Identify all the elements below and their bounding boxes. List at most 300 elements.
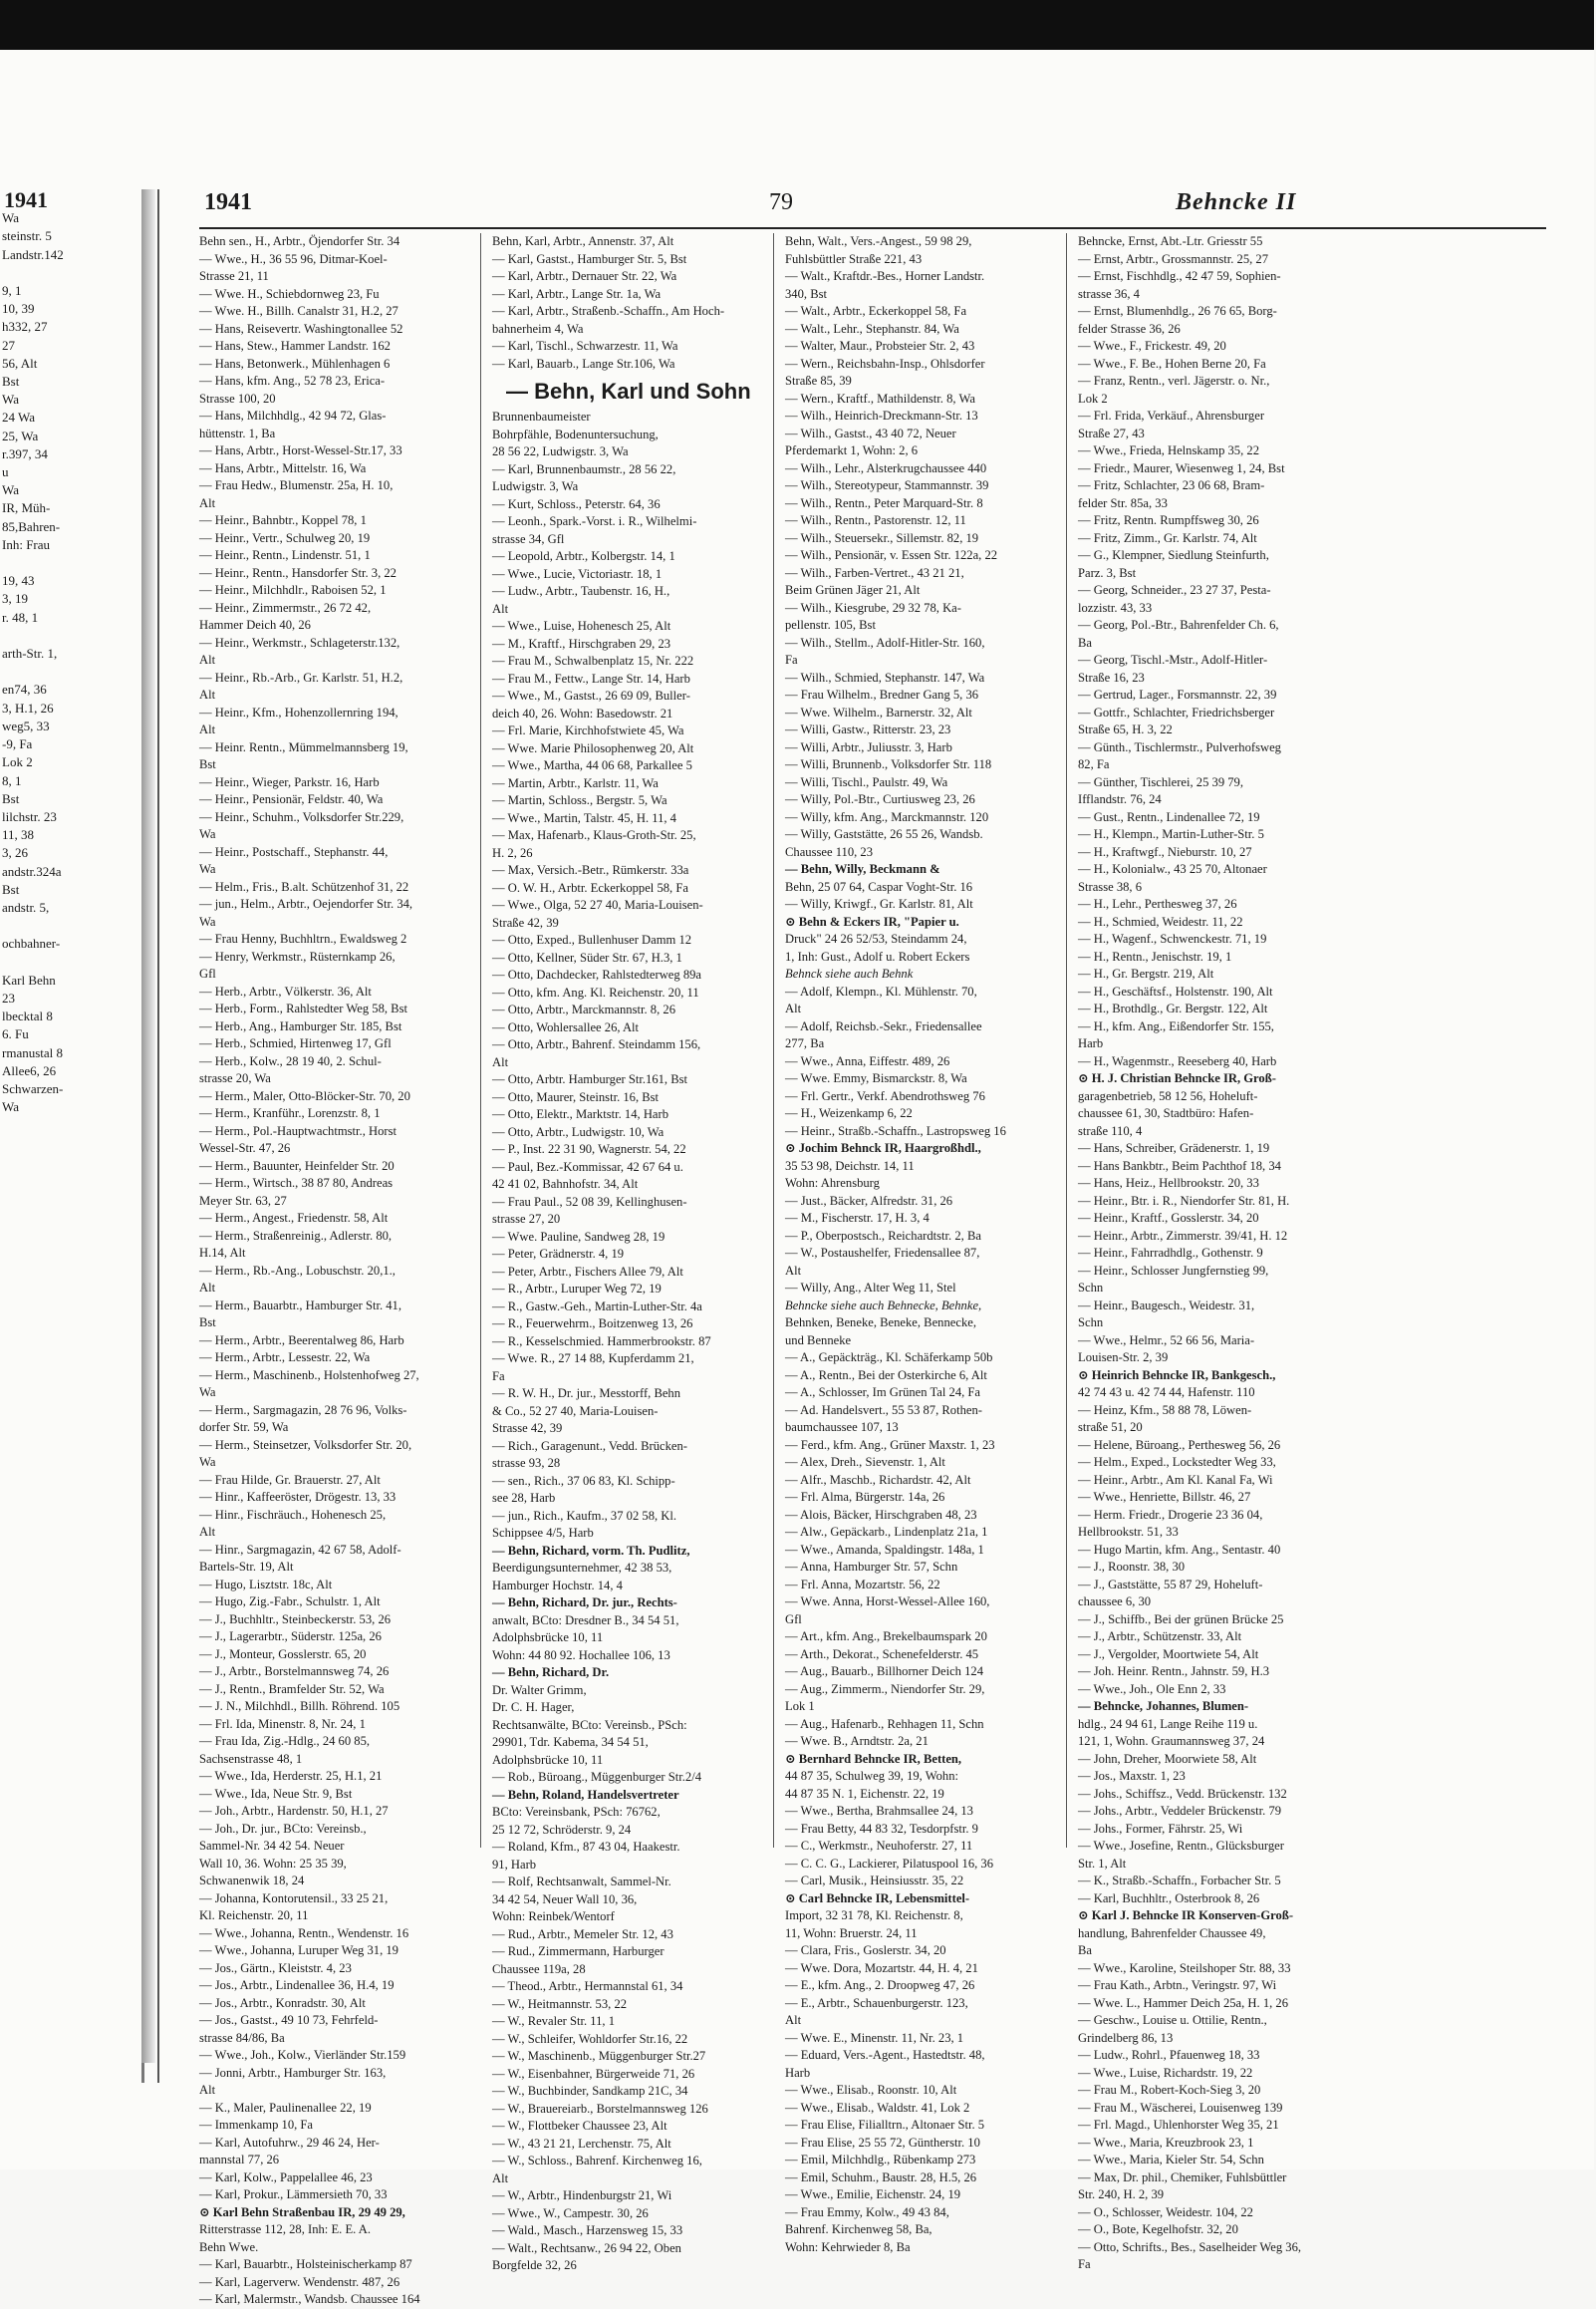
directory-entry: — Rolf, Rechtsanwalt, Sammel-Nr. bbox=[492, 1875, 671, 1888]
directory-entry: Import, 32 31 78, Kl. Reichenstr. 8, bbox=[785, 1908, 963, 1922]
directory-entry: 121, 1, Wohn. Graumannsweg 37, 24 bbox=[1078, 1734, 1265, 1748]
directory-entry: — Kurt, Schloss., Peterstr. 64, 36 bbox=[492, 496, 661, 511]
directory-entry: Kl. Reichenstr. 20, 11 bbox=[199, 1908, 309, 1922]
directory-entry: — Behn, Willy, Beckmann & bbox=[785, 862, 940, 876]
previous-page-line: ochbahner- bbox=[2, 936, 61, 952]
directory-entry: Strasse 42, 39 bbox=[492, 1421, 563, 1435]
directory-entry: — Clara, Fris., Goslerstr. 34, 20 bbox=[785, 1943, 946, 1957]
directory-entry: Schwanenwik 18, 24 bbox=[199, 1874, 305, 1887]
directory-entry: — Hinr., Sargmagazin, 42 67 58, Adolf- bbox=[199, 1542, 401, 1557]
directory-entry: — Otto, Arbtr., Ludwigstr. 10, Wa bbox=[492, 1124, 665, 1139]
directory-entry: — Wwe., Luise, Hohenesch 25, Alt bbox=[492, 619, 671, 633]
directory-entry: Harb bbox=[1078, 1036, 1104, 1050]
directory-entry: — Adolf, Reichsb.-Sekr., Friedensallee bbox=[785, 1018, 982, 1033]
previous-page-line: steinstr. 5 bbox=[2, 228, 52, 244]
directory-entry: Behn Wwe. bbox=[199, 2239, 259, 2254]
directory-entry: — Wwe., Ida, Neue Str. 9, Bst bbox=[199, 1786, 353, 1801]
directory-entry: Alt bbox=[199, 688, 216, 702]
directory-entry: — Johs., Schiffsz., Vedd. Brückenstr. 132 bbox=[1078, 1786, 1287, 1801]
directory-entry: — Geschw., Louise u. Ottilie, Rentn., bbox=[1078, 2013, 1267, 2027]
directory-entry: — Willy, Kriwgf., Gr. Karlstr. 81, Alt bbox=[785, 897, 973, 911]
directory-entry: — Hans, kfm. Ang., 52 78 23, Erica- bbox=[199, 374, 386, 388]
previous-page-line: Wa bbox=[2, 1099, 19, 1115]
directory-entry: — Otto, Arbtr., Bahrenf. Steindamm 156, bbox=[492, 1037, 701, 1051]
directory-entry: Gfl bbox=[199, 967, 216, 981]
directory-entry: — Walt., Kraftdr.-Bes., Horner Landstr. bbox=[785, 269, 985, 283]
directory-entry: BCto: Vereinsbank, PSch: 76762, bbox=[492, 1805, 661, 1819]
directory-entry: — W., Buchbinder, Sandkamp 21C, 34 bbox=[492, 2084, 688, 2098]
directory-entry: Schippsee 4/5, Harb bbox=[492, 1526, 594, 1540]
previous-page-line: 10, 39 bbox=[2, 301, 35, 317]
directory-entry: mannstal 77, 26 bbox=[199, 2153, 280, 2166]
directory-entry: — Herb., Kolw., 28 19 40, 2. Schul- bbox=[199, 1053, 382, 1068]
directory-entry: — Frl. Ida, Minenstr. 8, Nr. 24, 1 bbox=[199, 1716, 366, 1731]
directory-entry: — Heinr., Rb.-Arb., Gr. Karlstr. 51, H.2, bbox=[199, 670, 403, 685]
directory-entry: — Otto, Arbtr., Marckmannstr. 8, 26 bbox=[492, 1003, 675, 1016]
directory-entry: felder Str. 85a, 33 bbox=[1078, 495, 1168, 510]
previous-page-line: en74, 36 bbox=[2, 682, 47, 698]
page-number: 79 bbox=[769, 189, 793, 215]
directory-entry: Wa bbox=[199, 862, 216, 876]
directory-entry: — W., Arbtr., Hindenburgstr 21, Wi bbox=[492, 2188, 672, 2202]
directory-entry: lozzistr. 43, 33 bbox=[1078, 600, 1153, 615]
directory-entry: — Frau M., Robert-Koch-Sieg 3, 20 bbox=[1078, 2083, 1261, 2097]
directory-entry: — Wwe. E., Minenstr. 11, Nr. 23, 1 bbox=[785, 2030, 964, 2045]
previous-page-line: 3, 19 bbox=[2, 591, 28, 607]
directory-entry: — H., Brothdlg., Gr. Bergstr. 122, Alt bbox=[1078, 1002, 1268, 1015]
directory-entry: — Wwe., Luise, Richardstr. 19, 22 bbox=[1078, 2065, 1253, 2080]
directory-entry: — Max, Versich.-Betr., Rümkerstr. 33a bbox=[492, 863, 689, 877]
directory-entry: — Art., kfm. Ang., Brekelbaumspark 20 bbox=[785, 1629, 987, 1643]
directory-entry: — H., Schmied, Weidestr. 11, 22 bbox=[1078, 914, 1243, 929]
previous-page-line: arth-Str. 1, bbox=[2, 646, 58, 662]
directory-entry: — Wwe. L., Hammer Deich 25a, H. 1, 26 bbox=[1078, 1995, 1289, 2010]
directory-entry: — Karl, Autofuhrw., 29 46 24, Her- bbox=[199, 2135, 380, 2150]
directory-entry: — Herm., Kranführ., Lorenzstr. 8, 1 bbox=[199, 1106, 381, 1120]
previous-page-line: rmanustal 8 bbox=[2, 1044, 64, 1060]
directory-entry: straße 110, 4 bbox=[1078, 1123, 1143, 1138]
directory-entry: — Hugo, Lisztstr. 18c, Alt bbox=[199, 1577, 333, 1591]
directory-entry: — Heinr., Kfm., Hohenzollernring 194, bbox=[199, 705, 399, 720]
directory-entry: — Wilh., Heinrich-Dreckmann-Str. 13 bbox=[785, 409, 978, 423]
directory-entry: — Walt., Arbtr., Eckerkoppel 58, Fa bbox=[785, 304, 967, 318]
directory-entry: 35 53 98, Deichstr. 14, 11 bbox=[785, 1158, 915, 1173]
directory-entry: — Otto, Exped., Bullenhuser Damm 12 bbox=[492, 933, 692, 947]
directory-entry: — P., Inst. 22 31 90, Wagnerstr. 54, 22 bbox=[492, 1142, 686, 1156]
directory-entry: — Wwe., Olga, 52 27 40, Maria-Louisen- bbox=[492, 898, 703, 912]
directory-entry: — Heinr., Btr. i. R., Niendorfer Str. 81, H. bbox=[1078, 1193, 1290, 1208]
directory-entry: ⊙ Bernhard Behncke IR, Betten, bbox=[785, 1751, 962, 1766]
directory-entry: — Heinz, Kfm., 58 88 78, Löwen- bbox=[1078, 1402, 1252, 1417]
directory-entry: — Heinr., Baugesch., Weidestr. 31, bbox=[1078, 1298, 1255, 1312]
directory-entry: — C., Werkmstr., Neuhoferstr. 27, 11 bbox=[785, 1839, 973, 1853]
directory-entry: — Karl, Arbtr., Straßenb.-Schaffn., Am Hoch- bbox=[492, 304, 725, 318]
directory-entry: — Emil, Milchhdlg., Rübenkamp 273 bbox=[785, 2153, 976, 2166]
directory-entry: 28 56 22, Ludwigstr. 3, Wa bbox=[492, 444, 629, 458]
directory-entry: — Wwe., Johanna, Rentn., Wendenstr. 16 bbox=[199, 1925, 409, 1940]
previous-page-line: Wa bbox=[2, 210, 19, 226]
directory-entry: Bst bbox=[199, 757, 216, 771]
directory-entry: — Immenkamp 10, Fa bbox=[199, 2118, 314, 2132]
directory-entry: — Leonh., Spark.-Vorst. i. R., Wilhelmi- bbox=[492, 514, 697, 528]
directory-entry: — Wwe. Wilhelm., Barnerstr. 32, Alt bbox=[785, 705, 972, 720]
directory-entry: — Wwe. B., Arndtstr. 2a, 21 bbox=[785, 1734, 929, 1748]
directory-entry: Fa bbox=[785, 653, 798, 667]
previous-page-line bbox=[0, 264, 141, 282]
directory-entry: — Willy, Pol.-Btr., Curtiusweg 23, 26 bbox=[785, 792, 975, 806]
directory-entry: Beim Grünen Jäger 21, Alt bbox=[785, 583, 921, 597]
directory-entry: — Herm., Arbtr., Beerentalweg 86, Harb bbox=[199, 1332, 404, 1347]
cross-reference: Behnck siehe auch Behnk bbox=[785, 967, 914, 981]
directory-entry: — Wilh., Pensionär, v. Essen Str. 122a, 22 bbox=[785, 548, 998, 562]
directory-entry: — Martin, Arbtr., Karlstr. 11, Wa bbox=[492, 775, 659, 790]
directory-entry: Wa bbox=[199, 1455, 216, 1469]
directory-entry: — E., Arbtr., Schauenburgerstr. 123, bbox=[785, 1995, 968, 2010]
directory-entry: — Joh., Arbtr., Hardenstr. 50, H.1, 27 bbox=[199, 1804, 389, 1818]
directory-entry: felder Strasse 36, 26 bbox=[1078, 321, 1181, 336]
directory-entry: — Herm., Maler, Otto-Blöcker-Str. 70, 20 bbox=[199, 1088, 410, 1103]
directory-entry: — Herb., Ang., Hamburger Str. 185, Bst bbox=[199, 1018, 402, 1033]
directory-entry: — W., 43 21 21, Lerchenstr. 75, Alt bbox=[492, 2136, 671, 2151]
directory-entry: Adolphsbrücke 10, 11 bbox=[492, 1752, 604, 1767]
directory-entry: — Willy, Ang., Alter Weg 11, Stel bbox=[785, 1281, 956, 1295]
directory-entry: 11, Wohn: Bruerstr. 24, 11 bbox=[785, 1925, 918, 1940]
directory-entry: — P., Oberpostsch., Reichardtstr. 2, Ba bbox=[785, 1228, 981, 1243]
directory-entry: 277, Ba bbox=[785, 1036, 825, 1050]
directory-entry: — Heinr., Pensionär, Feldstr. 40, Wa bbox=[199, 792, 384, 806]
directory-entry: — J. N., Milchhdl., Billh. Röhrend. 105 bbox=[199, 1699, 400, 1713]
directory-entry: Lok 2 bbox=[1078, 391, 1108, 406]
directory-entry: Harb bbox=[785, 2065, 811, 2080]
directory-entry: — O., Schlosser, Weidestr. 104, 22 bbox=[1078, 2204, 1253, 2219]
directory-entry: Schn bbox=[1078, 1281, 1104, 1295]
directory-entry: — Leopold, Arbtr., Kolbergstr. 14, 1 bbox=[492, 549, 675, 563]
directory-entry: — Herb., Schmied, Hirtenweg 17, Gfl bbox=[199, 1036, 392, 1050]
directory-entry: Alt bbox=[199, 1525, 216, 1539]
directory-entry: — Emil, Schuhm., Baustr. 28, H.5, 26 bbox=[785, 2169, 977, 2184]
directory-entry: — Frl. Gertr., Verkf. Abendrothsweg 76 bbox=[785, 1088, 985, 1103]
directory-entry: — Frl. Magd., Uhlenhorster Weg 35, 21 bbox=[1078, 2118, 1279, 2132]
directory-entry: — Willi, Brunnenb., Volksdorfer Str. 118 bbox=[785, 757, 992, 771]
directory-entry: — Wwe., Martha, 44 06 68, Parkallee 5 bbox=[492, 758, 692, 772]
directory-entry: — Rud., Arbtr., Memeler Str. 12, 43 bbox=[492, 1926, 673, 1941]
directory-entry: Strasse 100, 20 bbox=[199, 391, 276, 406]
directory-entry: Ifflandstr. 76, 24 bbox=[1078, 792, 1162, 806]
directory-entry: 82, Fa bbox=[1078, 757, 1110, 771]
directory-entry: Druck" 24 26 52/53, Steindamm 24, bbox=[785, 932, 967, 946]
directory-entry: Lok 1 bbox=[785, 1699, 815, 1713]
directory-entry: — Helm., Exped., Lockstedter Weg 33, bbox=[1078, 1455, 1276, 1469]
previous-page-text bbox=[0, 209, 141, 1116]
directory-entry: — Willi, Tischl., Paulstr. 49, Wa bbox=[785, 774, 948, 789]
directory-entry: strasse 93, 28 bbox=[492, 1456, 561, 1470]
directory-entry: — Jonni, Arbtr., Hamburger Str. 163, bbox=[199, 2065, 387, 2080]
directory-entry: ⊙ Jochim Behnck IR, Haargroßhdl., bbox=[785, 1141, 981, 1155]
directory-entry: — Walter, Maur., Probsteier Str. 2, 43 bbox=[785, 339, 975, 353]
directory-entry: Dr. C. H. Hager, bbox=[492, 1700, 575, 1714]
previous-page-line: 24 Wa bbox=[2, 410, 36, 426]
directory-entry: — Karl, Lagerverw. Wendenstr. 487, 26 bbox=[199, 2274, 400, 2289]
directory-entry: Hamburger Hochstr. 14, 4 bbox=[492, 1578, 623, 1592]
directory-entry: — Frau Paul., 52 08 39, Kellinghusen- bbox=[492, 1194, 687, 1209]
directory-entry: — H., Gr. Bergstr. 219, Alt bbox=[1078, 967, 1214, 981]
directory-entry: — Herm., Pol.-Hauptwachtmstr., Horst bbox=[199, 1123, 397, 1138]
directory-entry: — Otto, Elektr., Marktstr. 14, Harb bbox=[492, 1107, 668, 1121]
directory-entry: strasse 34, Gfl bbox=[492, 531, 565, 546]
directory-entry: Gfl bbox=[785, 1611, 802, 1626]
directory-entry: und Benneke bbox=[785, 1332, 852, 1347]
directory-entry: — Alex, Dreh., Sievenstr. 1, Alt bbox=[785, 1455, 945, 1469]
directory-entry: 42 74 43 u. 42 74 44, Hafenstr. 110 bbox=[1078, 1385, 1255, 1399]
previous-page-line: Schwarzen- bbox=[2, 1080, 64, 1096]
directory-entry: 91, Harb bbox=[492, 1857, 537, 1872]
directory-entry: — Ludw., Arbtr., Taubenstr. 16, H., bbox=[492, 584, 670, 598]
directory-entry: — Carl, Musik., Heinsiusstr. 35, 22 bbox=[785, 1874, 964, 1887]
directory-entry: — Max, Hafenarb., Klaus-Groth-Str. 25, bbox=[492, 828, 696, 842]
directory-entry: — Peter, Arbtr., Fischers Allee 79, Alt bbox=[492, 1264, 683, 1279]
directory-entry: — John, Dreher, Moorwiete 58, Alt bbox=[1078, 1751, 1257, 1766]
previous-page-line: Wa bbox=[2, 482, 19, 498]
directory-entry: — R. W. H., Dr. jur., Messtorff, Behn bbox=[492, 1386, 681, 1400]
previous-page-line bbox=[0, 663, 141, 681]
directory-entry: — Wwe., Karoline, Steilshoper Str. 88, 33 bbox=[1078, 1960, 1291, 1975]
directory-entry: — Willi, Arbtr., Juliusstr. 3, Harb bbox=[785, 739, 952, 754]
directory-entry: Wa bbox=[199, 914, 216, 929]
directory-entry: — J., Arbtr., Borstelmannsweg 74, 26 bbox=[199, 1664, 390, 1678]
directory-entry: ⊙ Carl Behncke IR, Lebensmittel- bbox=[785, 1890, 970, 1905]
directory-entry: — Behncke, Johannes, Blumen- bbox=[1078, 1699, 1249, 1713]
directory-entry: ⊙ Behn & Eckers IR, "Papier u. bbox=[785, 914, 959, 929]
directory-entry: Alt bbox=[492, 2170, 509, 2185]
directory-entry: — Willy, Gaststätte, 26 55 26, Wandsb. bbox=[785, 827, 983, 841]
directory-entry: — Gertrud, Lager., Forsmannstr. 22, 39 bbox=[1078, 688, 1277, 702]
directory-entry: — Frau Kath., Arbtn., Veringstr. 97, Wi bbox=[1078, 1978, 1277, 1992]
directory-page bbox=[157, 189, 1596, 2306]
directory-entry: — Hans Bankbtr., Beim Pachthof 18, 34 bbox=[1078, 1158, 1281, 1173]
directory-entry: — Jos., Gastst., 49 10 73, Fehrfeld- bbox=[199, 2013, 379, 2027]
directory-entry: — Behn, Richard, Dr. jur., Rechts- bbox=[492, 1595, 677, 1609]
directory-entry: — Hans, Betonwerk., Mühlenhagen 6 bbox=[199, 356, 391, 371]
directory-entry: — J., Buchhltr., Steinbeckerstr. 53, 26 bbox=[199, 1611, 392, 1626]
directory-entry: — Behn, Roland, Handelsvertreter bbox=[492, 1787, 679, 1802]
scan-top-border bbox=[0, 0, 1594, 50]
directory-entry: — G., Klempner, Siedlung Steinfurth, bbox=[1078, 548, 1269, 562]
previous-page-line: 19, 43 bbox=[2, 573, 35, 589]
directory-entry: — Wwe., Lucie, Victoriastr. 18, 1 bbox=[492, 566, 663, 581]
directory-entry: anwalt, BCto: Dresdner B., 34 54 51, bbox=[492, 1612, 679, 1627]
directory-entry: — Johanna, Kontorutensil., 33 25 21, bbox=[199, 1890, 389, 1905]
directory-entry: — Herm., Wirtsch., 38 87 80, Andreas bbox=[199, 1176, 394, 1190]
column-4 bbox=[1078, 233, 1345, 2271]
directory-entry: — Heinr., Kraftf., Gosslerstr. 34, 20 bbox=[1078, 1211, 1259, 1225]
previous-page-line: 56, Alt bbox=[2, 355, 38, 371]
directory-entry: Parz. 3, Bst bbox=[1078, 565, 1137, 580]
directory-entry: Straße 27, 43 bbox=[1078, 426, 1145, 440]
directory-entry: — Wilh., Gastst., 43 40 72, Neuer bbox=[785, 426, 956, 440]
directory-entry: — Wwe., Maria, Kieler Str. 54, Schn bbox=[1078, 2153, 1264, 2166]
directory-entry: — Wwe., Frieda, Helnskamp 35, 22 bbox=[1078, 443, 1259, 457]
directory-entry: — H., Wagenmstr., Reeseberg 40, Harb bbox=[1078, 1053, 1277, 1068]
directory-entry: — H., Geschäftsf., Holstenstr. 190, Alt bbox=[1078, 984, 1273, 999]
directory-entry: — Georg, Tischl.-Mstr., Adolf-Hitler- bbox=[1078, 653, 1268, 667]
directory-entry: — Rich., Garagenunt., Vedd. Brücken- bbox=[492, 1438, 687, 1453]
directory-entry: — Henry, Werkmstr., Rüsternkamp 26, bbox=[199, 949, 396, 964]
directory-entry: Wessel-Str. 47, 26 bbox=[199, 1141, 291, 1155]
directory-entry: — Wwe., M., Gastst., 26 69 09, Buller- bbox=[492, 689, 690, 703]
previous-page-line: u bbox=[2, 464, 9, 480]
directory-entry: strasse 27, 20 bbox=[492, 1212, 561, 1226]
directory-entry: Behn sen., H., Arbtr., Öjendorfer Str. 34 bbox=[199, 234, 400, 248]
directory-entry: — Helm., Fris., B.alt. Schützenhof 31, 22 bbox=[199, 879, 409, 894]
directory-entry: — Wilh., Stereotypeur, Stammannstr. 39 bbox=[785, 478, 989, 492]
directory-entry: — Alois, Bäcker, Hirschgraben 48, 23 bbox=[785, 1507, 977, 1522]
directory-entry: Wohn: Ahrensburg bbox=[785, 1176, 880, 1190]
column-divider bbox=[773, 233, 774, 1848]
column-3 bbox=[785, 233, 1052, 2254]
directory-entry: — Otto, Arbtr. Hamburger Str.161, Bst bbox=[492, 1072, 688, 1086]
directory-entry: — Heinr. Rentn., Mümmelmannsberg 19, bbox=[199, 739, 408, 754]
directory-entry: — Wald., Masch., Harzensweg 15, 33 bbox=[492, 2223, 683, 2237]
directory-entry: ⊙ H. J. Christian Behncke IR, Groß- bbox=[1078, 1071, 1276, 1085]
directory-entry: strasse 84/86, Ba bbox=[199, 2030, 285, 2045]
directory-entry: — Joh. Heinr. Rentn., Jahnstr. 59, H.3 bbox=[1078, 1664, 1270, 1678]
previous-page-line: 6. Fu bbox=[2, 1026, 29, 1042]
directory-entry: — Frau Ida, Zig.-Hdlg., 24 60 85, bbox=[199, 1734, 371, 1748]
directory-entry: — M., Kraftf., Hirschgraben 29, 23 bbox=[492, 636, 671, 651]
directory-entry: — Wilh., Steuersekr., Sillemstr. 82, 19 bbox=[785, 530, 979, 545]
directory-entry: — Herm., Angest., Friedenstr. 58, Alt bbox=[199, 1211, 389, 1225]
directory-entry: — Ad. Handelsvert., 55 53 87, Rothen- bbox=[785, 1402, 982, 1417]
directory-entry: — Theod., Arbtr., Hermannstal 61, 34 bbox=[492, 1979, 683, 1993]
directory-entry: Straße 85, 39 bbox=[785, 374, 852, 388]
directory-entry: — Herm. Friedr., Drogerie 23 36 04, bbox=[1078, 1507, 1263, 1522]
directory-entry: Alt bbox=[199, 722, 216, 736]
directory-entry: — R., Feuerwehrm., Boitzenweg 13, 26 bbox=[492, 1316, 693, 1330]
directory-entry: — Wwe., F. Be., Hohen Berne 20, Fa bbox=[1078, 356, 1266, 371]
directory-entry: — J., Lagerarbtr., Süderstr. 125a, 26 bbox=[199, 1629, 382, 1643]
directory-entry: Wa bbox=[199, 827, 216, 841]
directory-entry: Sammel-Nr. 34 42 54. Neuer bbox=[199, 1839, 345, 1853]
directory-entry: — Max, Dr. phil., Chemiker, Fuhlsbüttler bbox=[1078, 2169, 1287, 2184]
directory-entry: — Herm., Rb.-Ang., Lobuschstr. 20,1., bbox=[199, 1263, 396, 1278]
directory-entry: — J., Arbtr., Schützenstr. 33, Alt bbox=[1078, 1629, 1242, 1643]
previous-page-line: 27 bbox=[2, 337, 15, 353]
directory-entry: — Wwe., Helmr., 52 66 56, Maria- bbox=[1078, 1332, 1255, 1347]
previous-page-line: Lok 2 bbox=[2, 754, 33, 770]
column-divider bbox=[480, 233, 481, 1848]
directory-entry: — Herb., Form., Rahlstedter Weg 58, Bst bbox=[199, 1002, 407, 1015]
directory-entry: — Roland, Kfm., 87 43 04, Haakestr. bbox=[492, 1840, 680, 1854]
previous-page-line bbox=[0, 954, 141, 972]
column-1 bbox=[199, 233, 466, 2306]
directory-entry: — Wwe., Martin, Talstr. 45, H. 11, 4 bbox=[492, 810, 676, 825]
directory-entry: — J., Schiffb., Bei der grünen Brücke 25 bbox=[1078, 1611, 1284, 1626]
directory-entry: — Wwe. R., 27 14 88, Kupferdamm 21, bbox=[492, 1351, 694, 1365]
directory-entry: — H., Kolonialw., 43 25 70, Altonaer bbox=[1078, 862, 1267, 876]
directory-entry: Grindelberg 86, 13 bbox=[1078, 2030, 1174, 2045]
directory-entry: — Karl, Bauarbtr., Holsteinischerkamp 87 bbox=[199, 2257, 412, 2271]
directory-entry: — Aug., Zimmerm., Niendorfer Str. 29, bbox=[785, 1681, 985, 1696]
directory-entry: — Alw., Gepäckarb., Lindenplatz 21a, 1 bbox=[785, 1525, 988, 1539]
directory-entry: — W., Revaler Str. 11, 1 bbox=[492, 2014, 616, 2028]
directory-entry: — H., Rentn., Jenischstr. 19, 1 bbox=[1078, 949, 1232, 964]
previous-page-line: lbecktal 8 bbox=[2, 1009, 53, 1024]
directory-entry: — Karl, Brunnenbaumstr., 28 56 22, bbox=[492, 461, 676, 476]
directory-entry: — H., Klempn., Martin-Luther-Str. 5 bbox=[1078, 827, 1264, 841]
directory-entry: — W., Flottbeker Chaussee 23, Alt bbox=[492, 2119, 667, 2133]
directory-entry: Fa bbox=[492, 1368, 505, 1383]
directory-entry: Ba bbox=[1078, 1943, 1092, 1957]
directory-entry: — K., Maler, Paulinenallee 22, 19 bbox=[199, 2100, 372, 2115]
directory-entry: — Frl. Alma, Bürgerstr. 14a, 26 bbox=[785, 1490, 945, 1504]
directory-entry: — Frau Hilde, Gr. Brauerstr. 27, Alt bbox=[199, 1472, 381, 1487]
directory-entry: Schn bbox=[1078, 1315, 1104, 1329]
directory-entry: — Karl, Gastst., Hamburger Str. 5, Bst bbox=[492, 251, 687, 266]
directory-entry: Dr. Walter Grimm, bbox=[492, 1682, 587, 1697]
header-year: 1941 bbox=[204, 189, 252, 215]
directory-entry: Chaussee 110, 23 bbox=[785, 844, 874, 859]
directory-entry: — Fritz, Schlachter, 23 06 68, Bram- bbox=[1078, 478, 1265, 492]
directory-entry: — Wwe., W., Campestr. 30, 26 bbox=[492, 2205, 649, 2220]
directory-entry: baumchaussee 107, 13 bbox=[785, 1420, 899, 1434]
directory-entry: — R., Arbtr., Luruper Weg 72, 19 bbox=[492, 1282, 662, 1296]
directory-entry: — Eduard, Vers.-Agent., Hastedtstr. 48, bbox=[785, 2048, 985, 2062]
directory-entry: — Wwe., Joh., Ole Enn 2, 33 bbox=[1078, 1681, 1226, 1696]
directory-entry: 34 42 54, Neuer Wall 10, 36, bbox=[492, 1891, 638, 1906]
directory-entry: 42 41 02, Bahnhofstr. 34, Alt bbox=[492, 1177, 639, 1191]
directory-entry: — Rud., Zimmermann, Harburger bbox=[492, 1944, 665, 1958]
directory-entry: — Behn, Richard, Dr. bbox=[492, 1665, 610, 1679]
directory-entry: — Frau Elise, 25 55 72, Güntherstr. 10 bbox=[785, 2135, 980, 2150]
directory-entry: Str. 1, Alt bbox=[1078, 1856, 1127, 1871]
directory-entry: — W., Maschinenb., Müggenburger Str.27 bbox=[492, 2049, 706, 2063]
directory-entry: — Karl, Kolw., Pappelallee 46, 23 bbox=[199, 2169, 373, 2184]
directory-entry: — Frl. Anna, Mozartstr. 56, 22 bbox=[785, 1577, 940, 1591]
directory-entry: — Wwe., Elisab., Waldstr. 41, Lok 2 bbox=[785, 2100, 970, 2115]
directory-entry: 44 87 35, Schulweg 39, 19, Wohn: bbox=[785, 1769, 959, 1783]
directory-entry: — Karl, Prokur., Lämmersieth 70, 33 bbox=[199, 2187, 388, 2201]
directory-entry: Louisen-Str. 2, 39 bbox=[1078, 1350, 1169, 1364]
directory-entry: — Wwe. H., Billh. Canalstr 31, H.2, 27 bbox=[199, 304, 399, 318]
directory-entry: — Frau M., Fettw., Lange Str. 14, Harb bbox=[492, 671, 690, 686]
directory-entry: — Hinr., Kaffeeröster, Drögestr. 13, 33 bbox=[199, 1490, 397, 1504]
directory-entry: — Wwe. Marie Philosophenweg 20, Alt bbox=[492, 740, 694, 755]
directory-entry: — Wwe., Joh., Kolw., Vierländer Str.159 bbox=[199, 2048, 406, 2062]
directory-entry: Adolphsbrücke 10, 11 bbox=[492, 1630, 604, 1644]
column-2 bbox=[492, 233, 759, 2272]
directory-entry: — Wwe. Pauline, Sandweg 28, 19 bbox=[492, 1229, 665, 1244]
directory-entry: — Friedr., Maurer, Wiesenweg 1, 24, Bst bbox=[1078, 460, 1285, 475]
directory-entry: — Otto, Schrifts., Bes., Saselheider Weg 36, bbox=[1078, 2239, 1302, 2254]
directory-entry: Rechtsanwälte, BCto: Vereinsb., PSch: bbox=[492, 1717, 687, 1732]
directory-entry: Wall 10, 36. Wohn: 25 35 39, bbox=[199, 1856, 347, 1871]
directory-entry: — Frl. Frida, Verkäuf., Ahrensburger bbox=[1078, 409, 1265, 423]
directory-entry: pellenstr. 105, Bst bbox=[785, 618, 876, 632]
directory-entry: — Georg, Pol.-Btr., Bahrenfelder Ch. 6, bbox=[1078, 618, 1279, 632]
directory-entry: Fuhlsbüttler Straße 221, 43 bbox=[785, 251, 923, 266]
directory-entry: — Karl, Arbtr., Dernauer Str. 22, Wa bbox=[492, 269, 677, 283]
directory-entry: — A., Schlosser, Im Grünen Tal 24, Fa bbox=[785, 1385, 981, 1399]
directory-entry: — Herm., Maschinenb., Holstenhofweg 27, bbox=[199, 1367, 419, 1382]
directory-entry: — Wilh., Farben-Vertret., 43 21 21, bbox=[785, 565, 964, 580]
directory-entry: — Fritz, Rentn. Rumpffsweg 30, 26 bbox=[1078, 513, 1259, 527]
previous-page-line: 3, 26 bbox=[2, 845, 28, 861]
directory-entry: — J., Roonstr. 38, 30 bbox=[1078, 1560, 1186, 1574]
directory-entry: Behn, Walt., Vers.-Angest., 59 98 29, bbox=[785, 234, 972, 248]
directory-entry: — W., Schloss., Bahrenf. Kirchenweg 16, bbox=[492, 2154, 702, 2167]
directory-entry: Behnken, Beneke, Beneke, Bennecke, bbox=[785, 1315, 976, 1329]
directory-entry: — Hans, Stew., Hammer Landstr. 162 bbox=[199, 339, 391, 353]
